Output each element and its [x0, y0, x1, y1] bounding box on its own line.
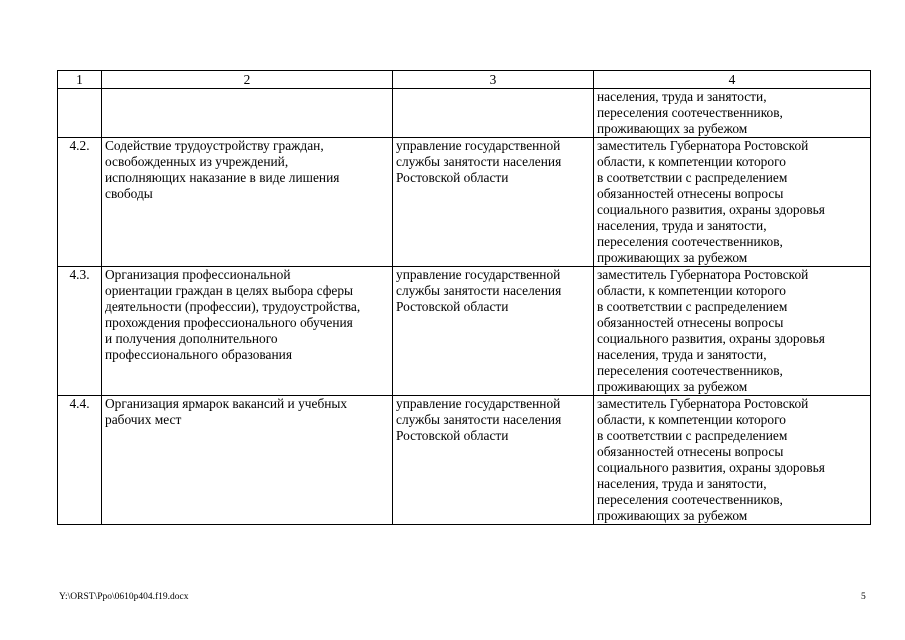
text-line: Организация профессиональной [105, 267, 291, 282]
footer-file-path: Y:\ORST\Ppo\0610p404.f19.docx [59, 592, 189, 602]
text-line: переселения соотечественников, [597, 234, 783, 249]
continuation-responsible-cell [594, 89, 871, 138]
text-line: в соответствии с распределением [597, 299, 788, 314]
executor-cell [393, 396, 594, 525]
responsible-cell [594, 267, 871, 396]
text-line: населения, труда и занятости, [597, 476, 767, 491]
text-line: исполняющих наказание в виде лишения [105, 170, 340, 185]
text-line: заместитель Губернатора Ростовской [597, 138, 809, 153]
text-line: проживающих за рубежом [597, 250, 748, 265]
text-line: обязанностей отнесены вопросы [597, 444, 784, 459]
text-line: службы занятости населения [396, 412, 562, 427]
column-number-1: 1 [58, 71, 102, 89]
responsible-cell [594, 396, 871, 525]
text-line: населения, труда и занятости, [597, 347, 767, 362]
text-line: проживающих за рубежом [597, 379, 748, 394]
measure-cell [102, 138, 393, 267]
text-line: Ростовской области [396, 299, 509, 314]
text-line: социального развития, охраны здоровья [597, 460, 825, 475]
table-header-row [58, 71, 871, 89]
text-line: деятельности (профессии), трудоустройства, [105, 299, 361, 314]
text-line: проживающих за рубежом [597, 121, 748, 136]
continuation-number-cell [58, 89, 102, 138]
table-row-continuation [58, 89, 871, 138]
text-line: переселения соотечественников, [597, 492, 783, 507]
text-line: Ростовской области [396, 428, 509, 443]
footer-page-number: 5 [861, 592, 866, 602]
continuation-executor-cell [393, 89, 594, 138]
text-line: обязанностей отнесены вопросы [597, 315, 784, 330]
measure-cell [102, 267, 393, 396]
measure-cell [102, 396, 393, 525]
text-line: ориентации граждан в целях выбора сферы [105, 283, 354, 298]
text-line: Содействие трудоустройству граждан, [105, 138, 324, 153]
text-line: переселения соотечественников, [597, 363, 783, 378]
column-number-2: 2 [102, 71, 393, 89]
text-line: рабочих мест [105, 412, 182, 427]
text-line: области, к компетенции которого [597, 412, 786, 427]
text-line: населения, труда и занятости, [597, 89, 767, 104]
text-line: области, к компетенции которого [597, 154, 786, 169]
text-line: Организация ярмарок вакансий и учебных [105, 396, 348, 411]
table-row [58, 267, 871, 396]
text-line: освобожденных из учреждений, [105, 154, 289, 169]
continuation-measure-cell [102, 89, 393, 138]
responsible-cell [594, 138, 871, 267]
plan-table [57, 70, 871, 525]
text-line: и получения дополнительного [105, 331, 278, 346]
text-line: Ростовской области [396, 170, 509, 185]
text-line: управление государственной [396, 396, 561, 411]
text-line: населения, труда и занятости, [597, 218, 767, 233]
text-line: области, к компетенции которого [597, 283, 786, 298]
text-line: в соответствии с распределением [597, 170, 788, 185]
table-row [58, 138, 871, 267]
row-number: 4.2. [58, 138, 102, 267]
row-number: 4.4. [58, 396, 102, 525]
text-line: проживающих за рубежом [597, 508, 748, 523]
text-line: в соответствии с распределением [597, 428, 788, 443]
executor-cell [393, 267, 594, 396]
text-line: социального развития, охраны здоровья [597, 331, 825, 346]
text-line: заместитель Губернатора Ростовской [597, 267, 809, 282]
text-line: обязанностей отнесены вопросы [597, 186, 784, 201]
text-line: управление государственной [396, 138, 561, 153]
executor-cell [393, 138, 594, 267]
text-line: профессионального образования [105, 347, 292, 362]
column-number-4: 4 [594, 71, 871, 89]
text-line: социального развития, охраны здоровья [597, 202, 825, 217]
text-line: управление государственной [396, 267, 561, 282]
text-line: заместитель Губернатора Ростовской [597, 396, 809, 411]
text-line: прохождения профессионального обучения [105, 315, 353, 330]
text-line: службы занятости населения [396, 283, 562, 298]
text-line: свободы [105, 186, 153, 201]
text-line: службы занятости населения [396, 154, 562, 169]
row-number: 4.3. [58, 267, 102, 396]
column-number-3: 3 [393, 71, 594, 89]
text-line: переселения соотечественников, [597, 105, 783, 120]
table-row [58, 396, 871, 525]
